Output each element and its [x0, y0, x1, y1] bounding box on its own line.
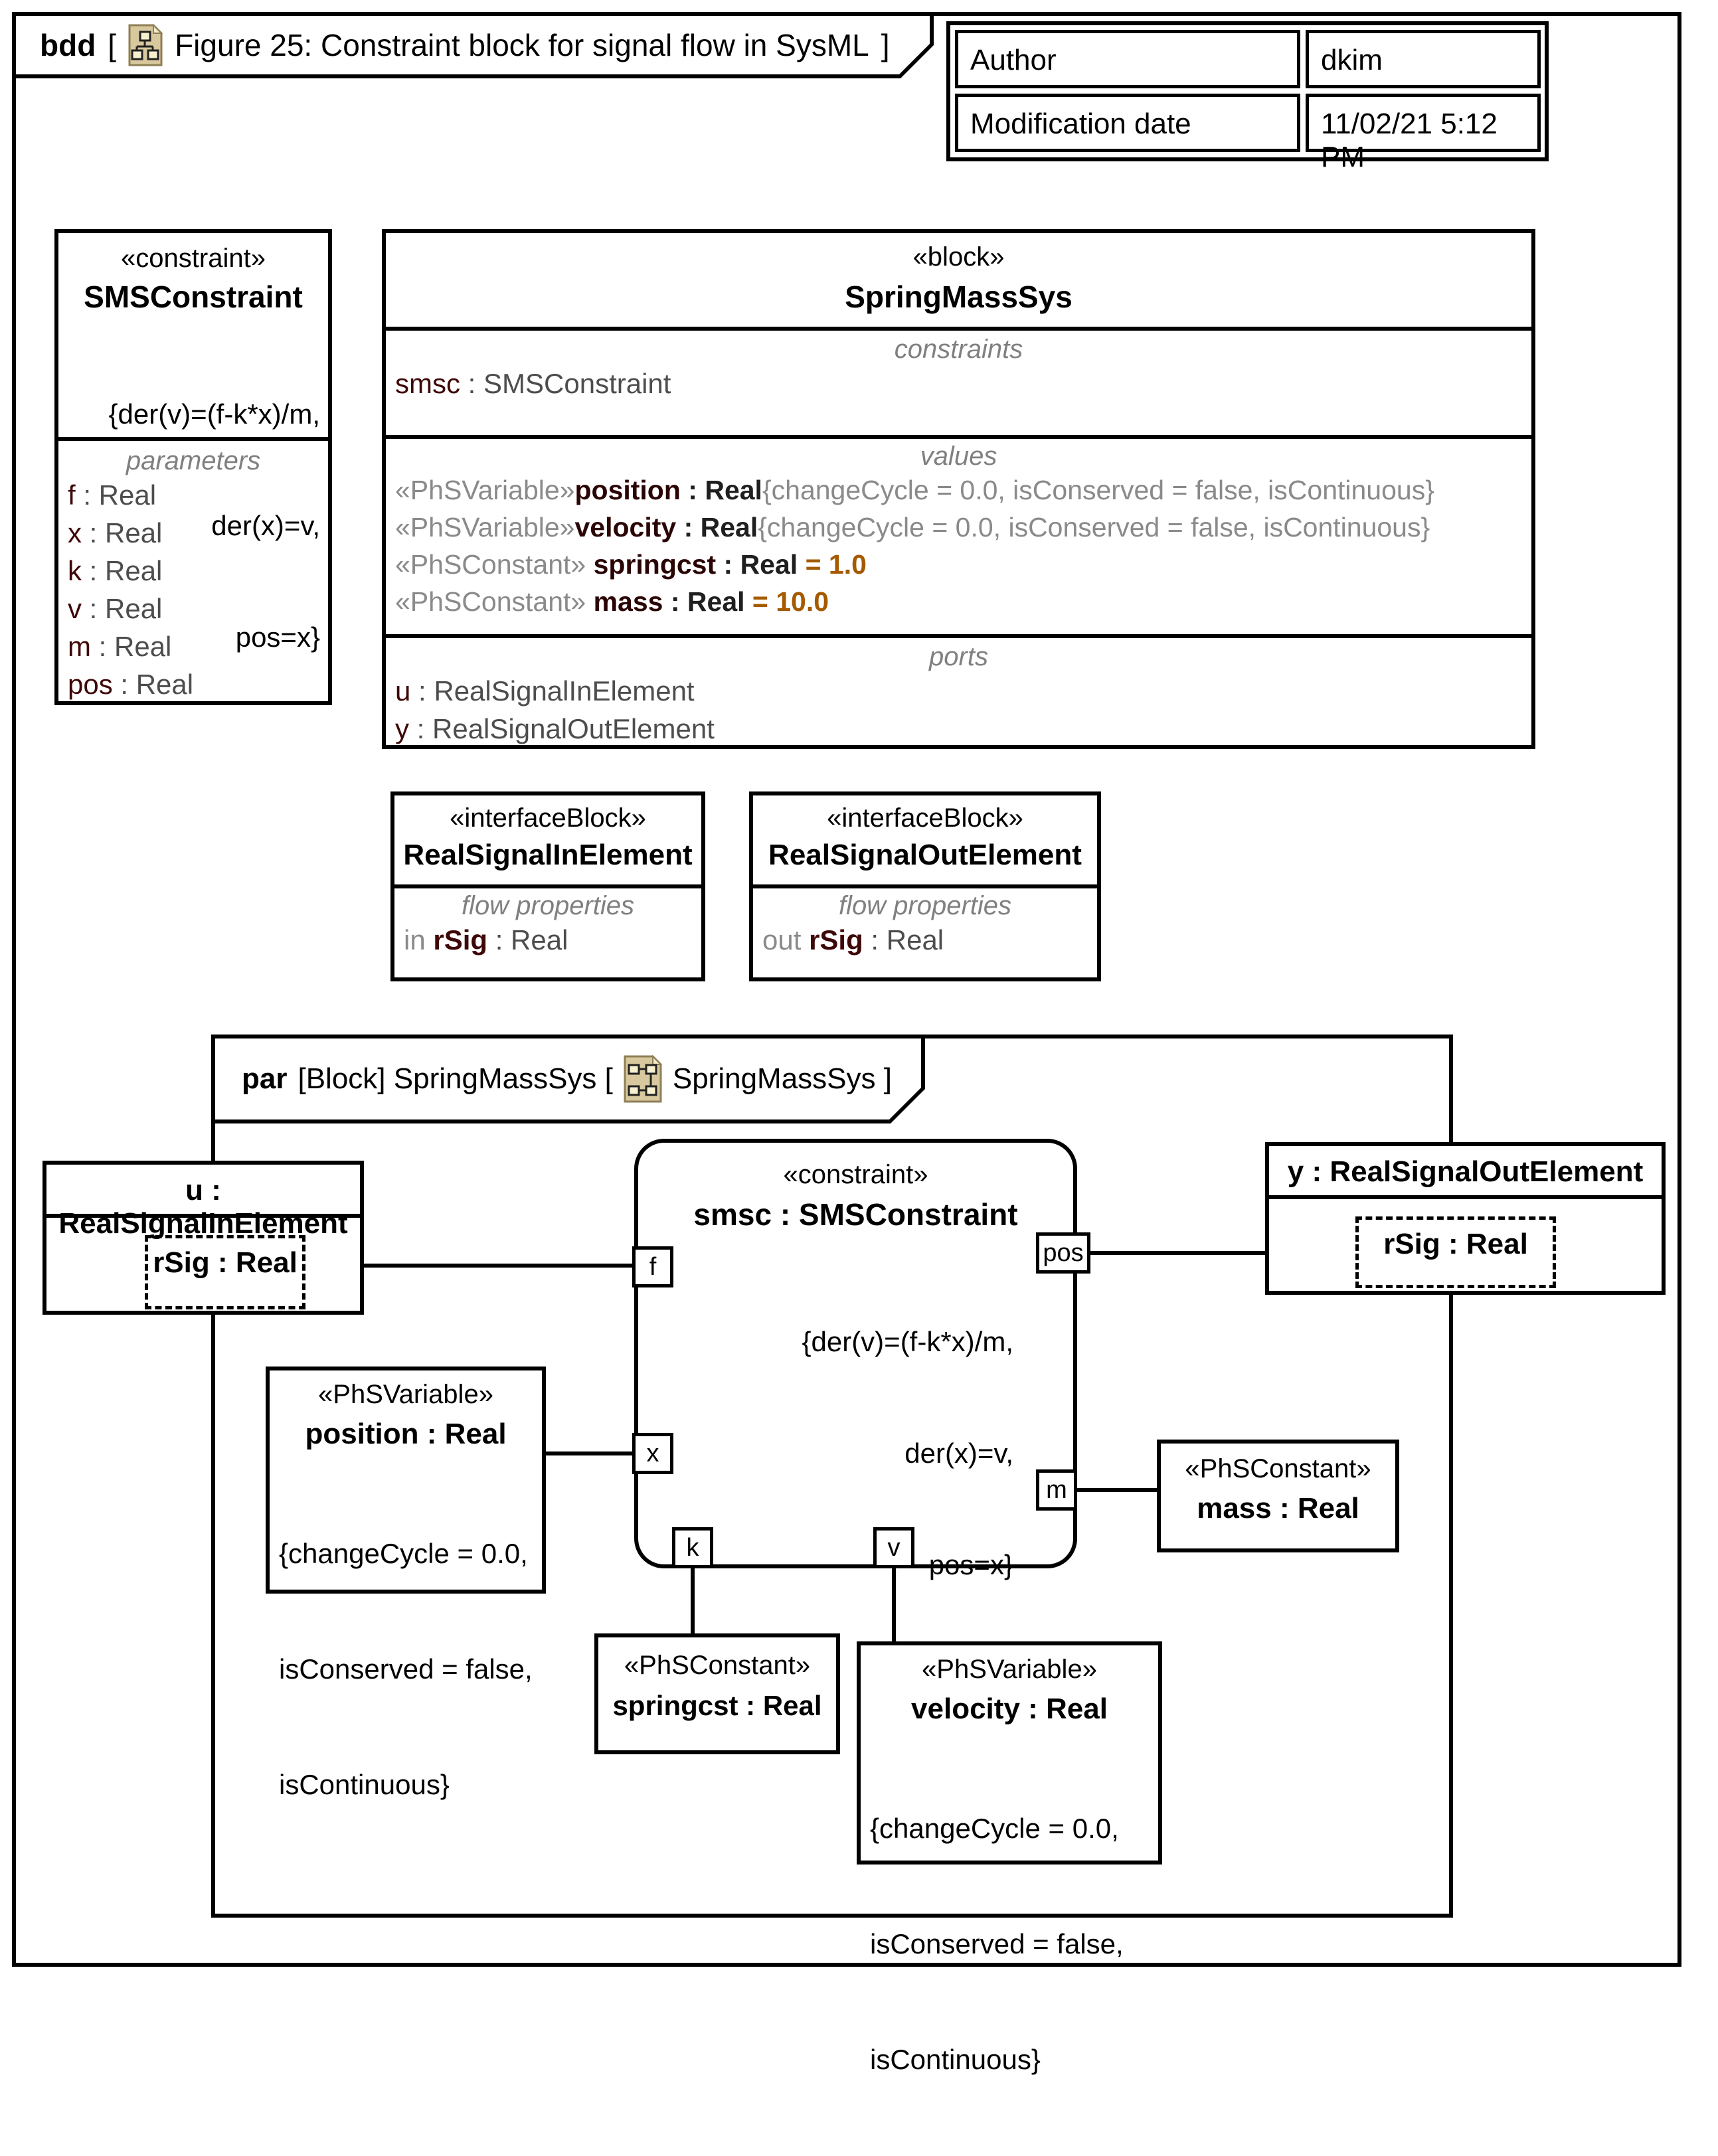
y-part[interactable] — [1265, 1142, 1666, 1295]
bdd-open-bracket: [ — [108, 28, 117, 62]
smsconstraint-name: SMSConstraint — [84, 280, 303, 314]
port-x[interactable] — [632, 1433, 673, 1474]
port-pos[interactable] — [1036, 1232, 1090, 1274]
ports-label: ports — [929, 642, 988, 671]
u-part-rsig-label: rSig : Real — [153, 1246, 298, 1279]
smsconstraint-eq-2: der(x)=v, — [211, 510, 320, 541]
position-constraint-1: {changeCycle = 0.0, — [279, 1538, 528, 1569]
parameters-label: parameters — [126, 446, 261, 475]
iface-in-name: RealSignalInElement — [403, 839, 693, 871]
smsc-row-name: smsc — [395, 368, 460, 399]
param-v-type: : Real — [82, 593, 163, 624]
iface-out-prop-name: rSig — [809, 924, 863, 955]
info-label-moddate — [955, 94, 1300, 152]
velocity-constraint-1: {changeCycle = 0.0, — [870, 1813, 1119, 1844]
par-diagram-icon — [624, 1055, 662, 1103]
port-m[interactable] — [1036, 1469, 1077, 1511]
info-label-moddate-text: Modification date — [970, 108, 1191, 140]
info-label-author-text: Author — [970, 44, 1057, 76]
value-springcst-stereotype: «PhSConstant» — [395, 549, 586, 580]
velocity-value-box[interactable] — [857, 1641, 1162, 2075]
par-tab-content — [242, 1038, 892, 1119]
info-value-author — [1306, 30, 1541, 88]
iface-in-direction: in — [404, 924, 434, 955]
value-mass-default: = 10.0 — [744, 586, 829, 617]
values-label: values — [920, 442, 997, 471]
y-part-rsig-flowprop[interactable] — [1355, 1216, 1556, 1288]
iface-in-prop-name: rSig — [433, 924, 488, 955]
port-x-label: x — [646, 1440, 659, 1467]
value-velocity-constraint: {changeCycle = 0.0, isConserved = false, isContinuous} — [758, 512, 1430, 542]
value-position-constraint: {changeCycle = 0.0, isConserved = false, isContinuous} — [762, 475, 1434, 505]
smsc-par-eq-1: {der(v)=(f-k*x)/m, — [802, 1326, 1013, 1357]
smsc-par-title: smsc : SMSConstraint — [693, 1197, 1018, 1232]
iface-in-flowprops-label: flow properties — [461, 891, 635, 920]
port-row-u-name: u — [395, 675, 411, 706]
u-part-rsig-flowprop[interactable] — [145, 1235, 305, 1309]
iface-in-prop-type: : Real — [487, 924, 568, 955]
constraints-label: constraints — [894, 335, 1023, 364]
info-value-moddate-text: 11/02/21 5:12 PM — [1321, 108, 1498, 173]
param-v-name: v — [68, 593, 82, 624]
velocity-constraint-2: isConserved = false, — [870, 1928, 1124, 1959]
port-f-label: f — [649, 1253, 657, 1281]
realsignaloutelement-block[interactable] — [749, 791, 1101, 981]
smsc-constraint-property[interactable] — [634, 1139, 1077, 1580]
springmasssys-name: SpringMassSys — [845, 280, 1073, 314]
value-springcst-default: = 1.0 — [798, 549, 867, 580]
port-row-y-name: y — [395, 713, 409, 744]
par-keyword: par — [242, 1062, 288, 1095]
iface-out-name: RealSignalOutElement — [768, 839, 1082, 871]
velocity-stereotype: «PhSVariable» — [922, 1655, 1097, 1684]
value-velocity-type: : Real — [676, 512, 758, 542]
param-pos-type: : Real — [112, 669, 194, 700]
smsconstraint-eq-1: {der(v)=(f-k*x)/m, — [108, 398, 320, 430]
velocity-title: velocity : Real — [911, 1693, 1108, 1725]
realsignalinelement-block[interactable] — [390, 791, 705, 981]
smsconstraint-stereotype: «constraint» — [121, 244, 266, 273]
iface-out-prop-type: : Real — [863, 924, 944, 955]
position-stereotype: «PhSVariable» — [318, 1380, 493, 1409]
value-mass-name: mass — [586, 586, 663, 617]
bdd-tab-content — [40, 16, 890, 74]
position-value-box[interactable] — [266, 1367, 546, 1800]
info-value-moddate — [1306, 94, 1541, 173]
port-row-u-type: : RealSignalInElement — [410, 675, 695, 706]
port-row-y-type: : RealSignalOutElement — [409, 713, 715, 744]
param-pos-name: pos — [68, 669, 113, 700]
value-springcst-name: springcst — [586, 549, 717, 580]
bdd-keyword: bdd — [40, 28, 96, 62]
param-m-type: : Real — [91, 631, 172, 662]
value-mass-type: : Real — [663, 586, 745, 617]
velocity-constraint-3: isContinuous} — [870, 2044, 1041, 2075]
springmasssys-stereotype: «block» — [912, 242, 1005, 272]
info-label-author — [955, 30, 1300, 88]
param-k-name: k — [68, 555, 82, 586]
value-springcst-type: : Real — [716, 549, 798, 580]
mass-value-box[interactable] — [1157, 1440, 1399, 1552]
info-value-author-text: dkim — [1321, 44, 1383, 76]
mass-stereotype: «PhSConstant» — [1185, 1454, 1371, 1483]
value-position-type: : Real — [680, 475, 762, 505]
smsc-par-eq-2: der(x)=v, — [904, 1438, 1013, 1469]
par-title-suffix: SpringMassSys ] — [672, 1062, 892, 1095]
smsconstraint-eq-3: pos=x} — [235, 622, 320, 653]
position-constraint-2: isConserved = false, — [279, 1653, 533, 1685]
port-k[interactable] — [672, 1527, 713, 1568]
y-part-rsig-label: rSig : Real — [1383, 1228, 1528, 1260]
port-v-label: v — [887, 1534, 901, 1562]
param-f-name: f — [68, 479, 76, 511]
u-part-title: u : RealSignalInElement — [58, 1174, 348, 1240]
smsc-par-stereotype: «constraint» — [783, 1160, 928, 1189]
port-k-label: k — [686, 1534, 699, 1562]
value-velocity-name: velocity — [574, 512, 677, 542]
smsc-row-type: : SMSConstraint — [460, 368, 671, 399]
value-mass-stereotype: «PhSConstant» — [395, 586, 586, 617]
value-velocity-stereotype: «PhSVariable» — [395, 512, 575, 542]
param-x-name: x — [68, 517, 82, 548]
springcst-stereotype: «PhSConstant» — [624, 1651, 811, 1680]
iface-out-stereotype: «interfaceBlock» — [827, 803, 1023, 833]
springcst-title: springcst : Real — [612, 1690, 822, 1721]
iface-out-direction: out — [762, 924, 810, 955]
value-position-name: position — [574, 475, 681, 505]
param-x-type: : Real — [82, 517, 163, 548]
springcst-value-box[interactable] — [594, 1633, 840, 1754]
param-m-name: m — [68, 631, 91, 662]
smsc-par-eq-3: pos=x} — [928, 1549, 1013, 1580]
y-part-title: y : RealSignalOutElement — [1287, 1155, 1644, 1188]
springmasssys-block[interactable] — [382, 229, 1535, 749]
connector-m-to-mass[interactable] — [1077, 1488, 1157, 1492]
bdd-diagram-icon — [128, 24, 163, 66]
position-title: position : Real — [305, 1418, 507, 1450]
bdd-title: Figure 25: Constraint block for signal flow in SysML — [175, 28, 869, 62]
par-title-prefix: [Block] SpringMassSys [ — [298, 1062, 613, 1095]
iface-out-flowprops-label: flow properties — [838, 891, 1012, 920]
position-constraint-3: isContinuous} — [279, 1769, 450, 1800]
port-pos-label: pos — [1043, 1239, 1084, 1267]
param-f-type: : Real — [75, 479, 157, 511]
port-m-label: m — [1046, 1476, 1067, 1504]
connector-position-to-x[interactable] — [546, 1451, 634, 1455]
bdd-close-bracket: ] — [881, 28, 890, 62]
value-position-stereotype: «PhSVariable» — [395, 475, 575, 505]
mass-title: mass : Real — [1197, 1492, 1359, 1525]
smsconstraint-block[interactable] — [54, 229, 332, 705]
port-v[interactable] — [873, 1527, 914, 1568]
port-f[interactable] — [632, 1246, 673, 1287]
param-k-type: : Real — [82, 555, 163, 586]
u-part[interactable] — [43, 1161, 364, 1315]
iface-in-stereotype: «interfaceBlock» — [450, 803, 646, 833]
